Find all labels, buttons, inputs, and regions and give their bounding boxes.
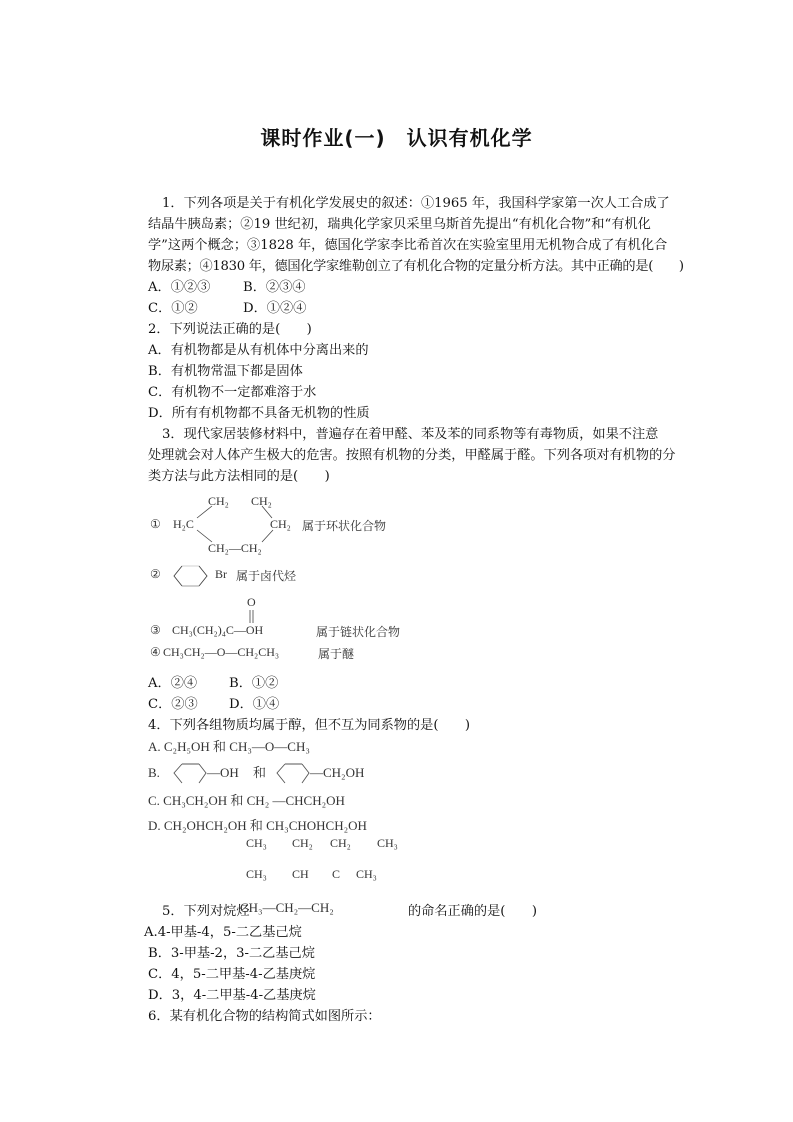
q4-option-b-and: 和 (253, 765, 267, 780)
q3-item-3-formula: CH₃(CH₂)₄C—OH (172, 623, 264, 637)
q3-item-1-top-left-group: CH₂ (208, 494, 229, 508)
q3-item-1-number: ① (150, 517, 161, 531)
q5-option-d: D．3，4-二甲基-4-乙基庚烷 (148, 988, 316, 1003)
q3-item-4-description: 属于醚 (318, 647, 355, 661)
q3-line-2: 处理就会对人体产生极大的危害。按照有机物的分类，甲醛属于醛。下列各项对有机物的分 (148, 448, 676, 463)
q1-line-2: 结晶牛胰岛素；②19 世纪初，瑞典化学家贝采里乌斯首先提出“有机化合物”和“有机化 (148, 217, 651, 232)
q3-item-3-description: 属于链状化合物 (316, 625, 401, 639)
q1-line-4: 物尿素；④1830 年，德国化学家维勒创立了有机化合物的定量分析方法。其中正确的是( ) (148, 259, 684, 274)
q3-option-d: D．①④ (229, 697, 280, 712)
q2-option-d: D．所有有机物都不具备无机物的性质 (148, 406, 370, 421)
q5-branch-top-4: CH₃ (377, 836, 398, 850)
q5-option-b: B．3-甲基-2，3-二乙基己烷 (148, 946, 315, 961)
q5-option-c: C．4，5-二甲基-4-乙基庚烷 (148, 967, 316, 982)
q3-item-2-number: ② (150, 567, 161, 581)
q4-option-b-right-substituent: —CH₂OH (310, 765, 365, 780)
q3-item-4-number: ④ (150, 645, 161, 659)
q3-item-4-formula: CH₃CH₂—O—CH₂CH₃ (163, 645, 280, 659)
q5-stem-suffix: 的命名正确的是( ) (408, 904, 537, 919)
q1-option-d: D．①②④ (243, 301, 307, 316)
q1-option-a: A．①②③ (148, 280, 211, 295)
q2-option-c: C．有机物不一定都难溶于水 (148, 385, 317, 400)
q3-item-1-bottom-group: CH₂—CH₂ (208, 541, 262, 555)
q1-line-1: 1．下列各项是关于有机化学发展史的叙述：①1965 年，我国科学家第一次人工合成了 (162, 196, 670, 211)
q3-item-1-top-right-group: CH₂ (251, 494, 272, 508)
benzene-ring-icon (0, 0, 1, 1)
q5-main-chain: CH₃—CH₂—CH₂ (240, 900, 334, 915)
q4-option-b-left-substituent: —OH (207, 765, 239, 780)
q3-item-2-description: 属于卤代烃 (236, 569, 297, 583)
q5-branch-mid-1: CH₃ (246, 867, 267, 881)
q3-option-a: A．②④ (148, 676, 198, 691)
q5-branch-mid-4: CH₃ (356, 867, 377, 881)
q3-option-b: B．①② (229, 676, 279, 691)
q5-branch-mid-2: CH (292, 867, 309, 881)
q4-stem: 4．下列各组物质均属于醇，但不互为同系物的是( ) (148, 718, 470, 733)
q5-branch-top-2: CH₂ (292, 836, 313, 850)
q3-line-3: 类方法与此方法相同的是( ) (148, 469, 330, 484)
q6-stem: 6．某有机化合物的结构简式如图所示： (148, 1009, 381, 1024)
q5-stem-prefix: 5．下列对烷烃 (162, 904, 250, 919)
q1-option-b: B．②③④ (243, 280, 306, 295)
q4-option-d: D. CH₂OHCH₂OH 和 CH₃CHOHCH₂OH (148, 818, 367, 833)
q4-option-b-label: B. (148, 765, 160, 780)
q2-option-a: A．有机物都是从有机体中分离出来的 (148, 343, 369, 358)
page-title: 课时作业(一) 认识有机化学 (260, 126, 533, 150)
q4-option-c: C. CH₃CH₂OH 和 CH₂ —CHCH₂OH (148, 793, 345, 808)
q3-option-c: C．②③ (148, 697, 198, 712)
q5-branch-mid-3: C (332, 867, 341, 881)
q5-branch-top-3: CH₂ (330, 836, 351, 850)
q3-item-2-substituent: Br (215, 567, 227, 581)
q5-branch-top-1: CH₃ (246, 836, 267, 850)
q2-option-b: B．有机物常温下都是固体 (148, 364, 303, 379)
q1-line-3: 学”这两个概念；③1828 年，德国化学家李比希首次在实验室里用无机物合成了有机化合 (148, 238, 668, 253)
q3-item-3-oxygen: O (247, 595, 256, 609)
q1-option-c: C．①② (148, 301, 198, 316)
q2-stem: 2．下列说法正确的是( ) (148, 322, 312, 337)
q4-option-a: A. C₂H₅OH 和 CH₃—O—CH₃ (148, 739, 310, 754)
q3-item-3-number: ③ (150, 623, 161, 637)
q3-item-1-left-group: H₂C (173, 517, 194, 531)
q3-line-1: 3．现代家居装修材料中，普遍存在着甲醛、苯及苯的同系物等有毒物质，如果不注意 (162, 427, 659, 442)
q3-item-1-description: 属于环状化合物 (302, 519, 387, 533)
q3-item-1-right-group: CH₂ (270, 517, 291, 531)
q5-option-a: A.4-甲基-4，5-二乙基己烷 (144, 925, 302, 940)
